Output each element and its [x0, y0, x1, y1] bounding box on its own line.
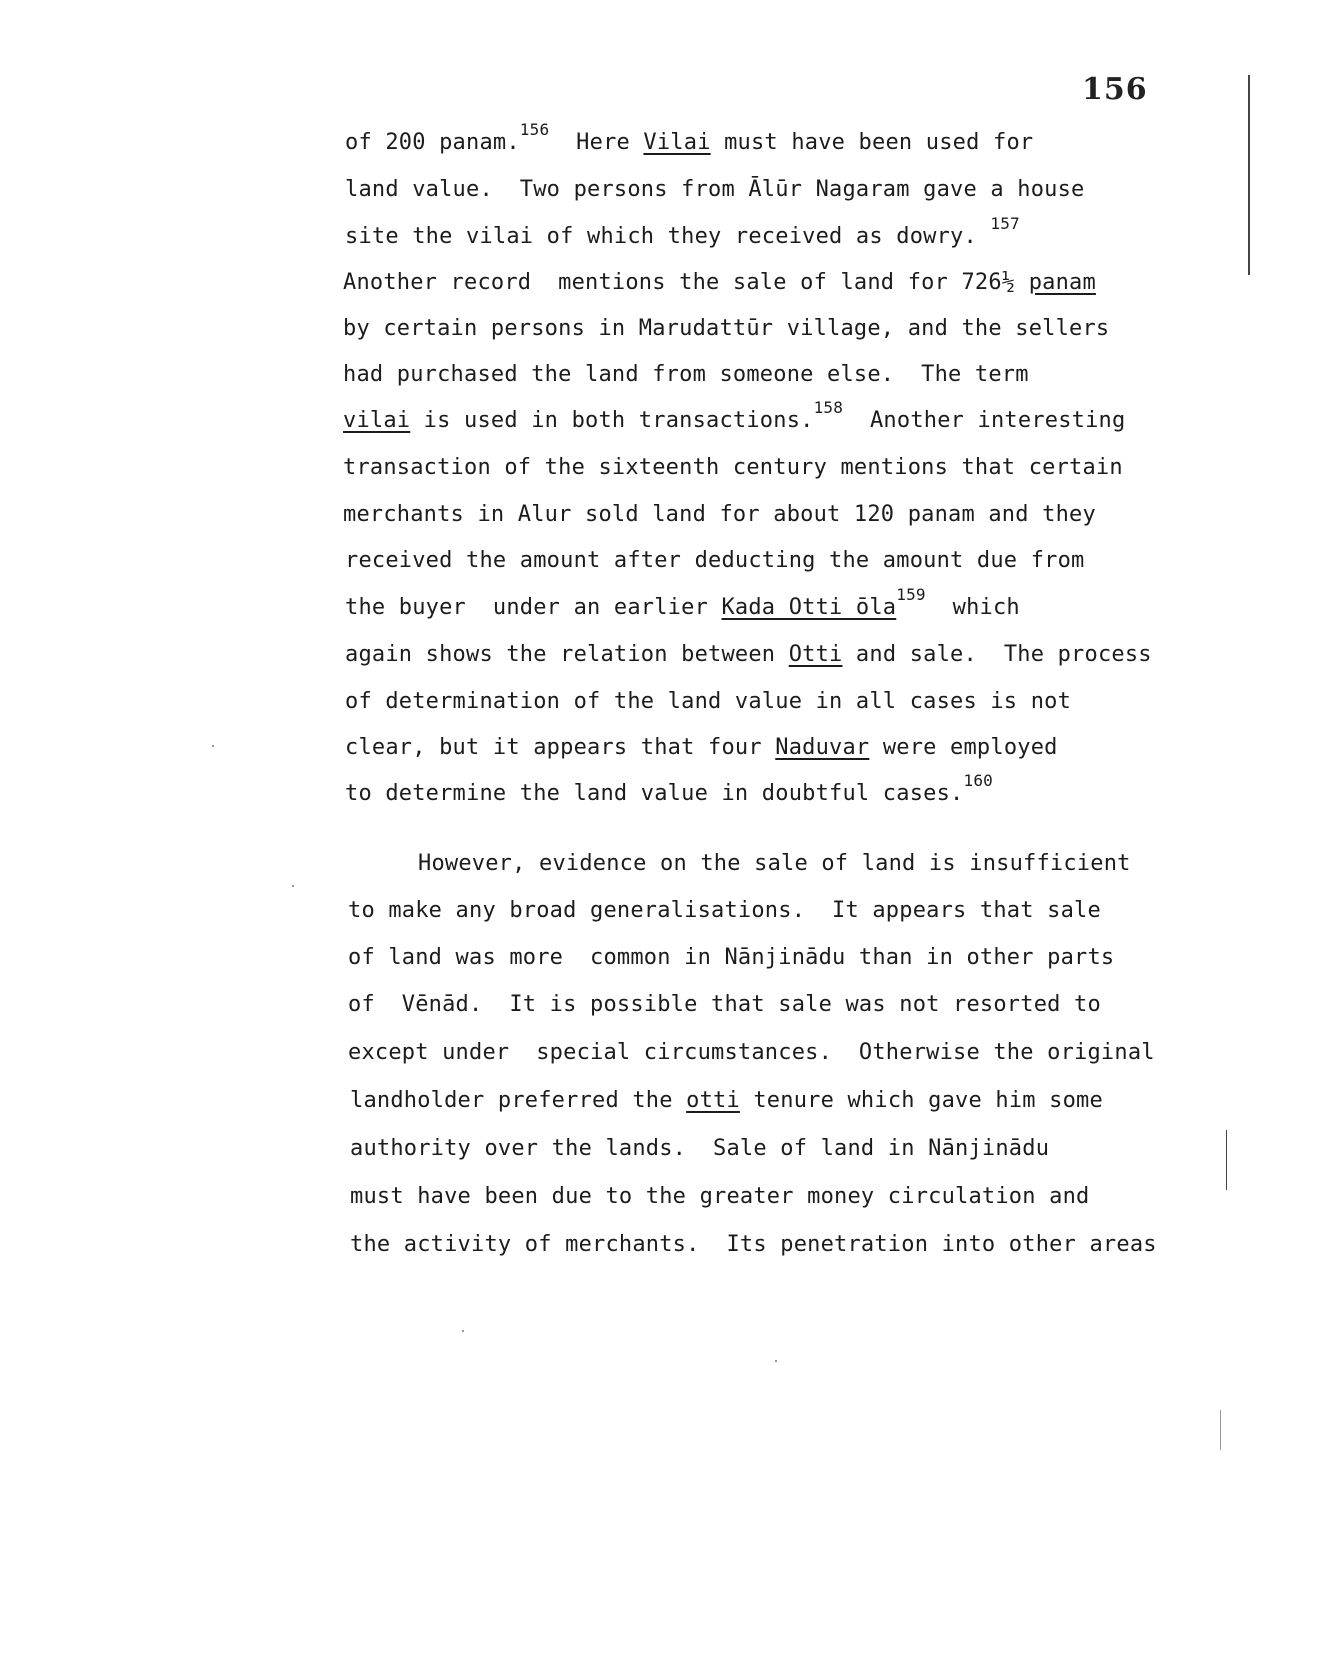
- text-line: merchants in Alur sold land for about 120 panam and they: [343, 502, 1096, 527]
- footnote-ref: 159: [896, 585, 926, 604]
- text-segment: Ālūr: [748, 177, 803, 202]
- text-line: of land was more common in Nānjinādu than in other parts: [348, 945, 1115, 970]
- text-line: [345, 177, 1085, 203]
- text-line: received the amount after deducting the amount due from: [345, 548, 1085, 573]
- text-line: of determination of the land value in all cases is not: [345, 689, 1072, 714]
- text-line: to make any broad generalisations. It appears that sale: [348, 898, 1101, 923]
- text-line: [343, 398, 1126, 435]
- text-line: [350, 1088, 1103, 1114]
- scan-edge-line: [1226, 1130, 1227, 1190]
- page-number: 156: [1082, 72, 1148, 107]
- text-line: [345, 642, 1152, 668]
- text-line: must have been due to the greater money circulation and: [350, 1184, 1090, 1209]
- text-segment: Here: [549, 130, 644, 155]
- text-line: [343, 270, 1096, 296]
- text-segment: the buyer under an earlier: [345, 595, 722, 620]
- text-segment: to determine the land value in doubtful cases.: [345, 781, 964, 806]
- text-segment: landholder preferred the: [350, 1088, 687, 1113]
- underlined-term: otti: [686, 1088, 740, 1113]
- scan-speck: [212, 745, 214, 747]
- text-segment: tenure which gave him some: [739, 1088, 1103, 1113]
- text-segment: land value. Two persons from: [345, 177, 749, 202]
- underlined-term: Naduvar: [775, 735, 870, 760]
- scan-edge-line: [1220, 1410, 1221, 1450]
- text-segment: were employed: [869, 735, 1058, 760]
- text-segment: of 200 panam.: [345, 130, 520, 155]
- underlined-term: vilai: [343, 408, 411, 433]
- footnote-ref: 156: [519, 120, 550, 139]
- text-line: by certain persons in Marudattūr village, and the sellers: [343, 316, 1110, 341]
- text-segment: Another record mentions the sale of land for 726½: [343, 270, 1029, 295]
- text-segment: site the vilai of which they received as dowry.: [345, 224, 991, 249]
- text-segment: must have been used for: [710, 130, 1034, 155]
- text-line: authority over the lands. Sale of land in Nānjinādu: [350, 1136, 1050, 1161]
- footnote-ref: 157: [990, 214, 1020, 233]
- text-segment: Another interesting: [843, 408, 1126, 433]
- scan-speck: [292, 885, 294, 887]
- scan-edge-line: [1248, 75, 1250, 275]
- text-line: However, evidence on the sale of land is insufficient: [418, 851, 1131, 876]
- text-line: [345, 771, 993, 808]
- text-segment: and sale. The process: [842, 642, 1152, 667]
- scan-speck: [775, 1360, 777, 1362]
- text-line: [345, 585, 1020, 622]
- footnote-ref: 160: [963, 771, 993, 790]
- text-segment: which: [925, 595, 1020, 620]
- text-line: of Vēnād. It is possible that sale was not resorted to: [348, 992, 1101, 1017]
- underlined-term: Vilai: [643, 130, 711, 155]
- footnote-ref: 158: [813, 398, 844, 417]
- text-line: transaction of the sixteenth century mentions that certain: [343, 455, 1123, 480]
- text-line: [345, 214, 1020, 251]
- text-line: [345, 735, 1058, 761]
- text-segment: again shows the relation between: [345, 642, 789, 667]
- text-segment: Nagaram gave a house: [802, 177, 1085, 202]
- text-segment: clear, but it appears that four: [345, 735, 776, 760]
- scan-speck: [462, 1330, 464, 1332]
- underlined-term: Kada Otti ōla: [721, 595, 897, 620]
- text-line: except under special circumstances. Otherwise the original: [348, 1040, 1155, 1065]
- text-line: [345, 120, 1034, 157]
- text-segment: is used in both transactions.: [410, 408, 814, 433]
- text-line: had purchased the land from someone else. The term: [343, 362, 1029, 387]
- underlined-term: panam: [1028, 270, 1096, 295]
- text-line: the activity of merchants. Its penetration into other areas: [350, 1232, 1157, 1257]
- underlined-term: Otti: [788, 642, 843, 667]
